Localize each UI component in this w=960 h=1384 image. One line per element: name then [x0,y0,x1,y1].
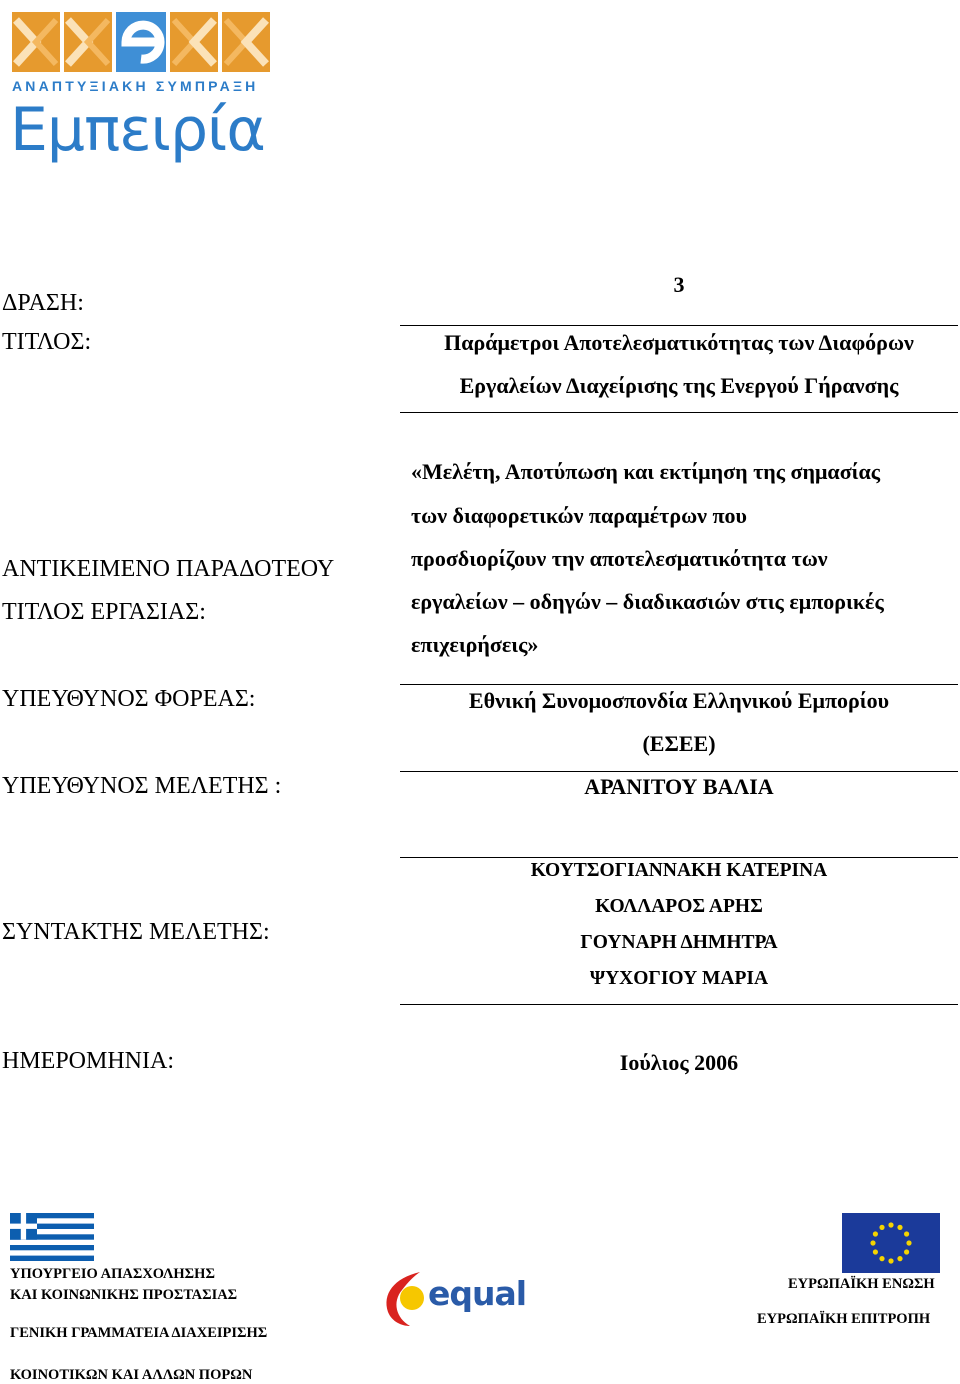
secretariat-line-2: ΚΟΙΝΟΤΙΚΩΝ ΚΑΙ ΑΛΛΩΝ ΠΟΡΩΝ [10,1367,253,1383]
divider [400,325,958,326]
ministry-line-2: ΚΑΙ ΚΟΙΝΩΝΙΚΗΣ ΠΡΟΣΤΑΣΙΑΣ [10,1287,238,1303]
deliverable-label-line-2: ΤΙΤΛΟΣ ΕΡΓΑΣΙΑΣ: [2,599,206,625]
agency-line-1: Εθνική Συνομοσπονδία Ελληνικού Εμπορίου [468,688,890,713]
eu-union-label: ΕΥΡΩΠΑΪΚΗ ΕΝΩΣΗ [788,1276,935,1292]
date-value: Ιούλιος 2006 [619,1050,739,1075]
agency-label: ΥΠΕΥΘΥΝΟΣ ΦΟΡΕΑΣ: [2,686,256,712]
title-label: ΤΙΤΛΟΣ: [2,329,92,355]
date-label: ΗΜΕΡΟΜΗΝΙΑ: [2,1048,175,1074]
author-1: ΚΟΥΤΣΟΓΙΑΝΝΑΚΗ ΚΑΤΕΡΙΝΑ [530,860,828,881]
deliverable-line-4: εργαλείων – οδηγών – διαδικασιών στις εμπορικές [411,589,884,614]
author-2: ΚΟΛΛΑΡΟΣ ΑΡΗΣ [595,896,763,917]
deliverable-line-2: των διαφορετικών παραμέτρων που [411,503,747,528]
manager-label: ΥΠΕΥΘΥΝΟΣ ΜΕΛΕΤΗΣ : [2,773,282,799]
eu-commission-label: ΕΥΡΩΠΑΪΚΗ ΕΠΙΤΡΟΠΗ [757,1311,931,1327]
deliverable-line-1: «Μελέτη, Αποτύπωση και εκτίμηση της σημασίας [411,459,881,484]
manager-value: ΑΡΑΝΙΤΟΥ ΒΑΛΙΑ [584,774,774,799]
logo-tagline: ΑΝΑΠΤΥΞΙΑΚΗ ΣΥΜΠΡΑΞΗ [12,78,259,94]
divider [400,1004,958,1005]
divider [400,412,958,413]
secretariat-line-1: ΓΕΝΙΚΗ ΓΡΑΜΜΑΤΕΙΑ ΔΙΑΧΕΙΡΙΣΗΣ [10,1325,268,1341]
divider [400,771,958,772]
action-label: ΔΡΑΣΗ: [2,290,84,316]
equal-logo [380,1268,525,1328]
eu-flag-icon [842,1213,940,1273]
deliverable-label-line-1: ΑΝΤΙΚΕΙΜΕΝΟ ΠΑΡΑΔΟΤΕΟΥ [2,556,335,582]
title-line-1: Παράμετροι Αποτελεσματικότητας των Διαφόρων [444,330,914,355]
ministry-line-1: ΥΠΟΥΡΓΕΙΟ ΑΠΑΣΧΟΛΗΣΗΣ [10,1266,215,1282]
author-4: ΨΥΧΟΓΙΟΥ ΜΑΡΙΑ [589,968,769,989]
equal-emblem-icon [380,1268,430,1328]
divider [400,684,958,685]
equal-text: equal [428,1274,527,1313]
empeiria-logo [10,10,272,175]
deliverable-line-3: προσδιορίζουν την αποτελεσματικότητα των [411,546,828,571]
authors-label: ΣΥΝΤΑΚΤΗΣ ΜΕΛΕΤΗΣ: [2,919,270,945]
greek-flag-icon [10,1213,94,1261]
agency-line-2: (ΕΣΕΕ) [642,731,716,756]
title-line-2: Εργαλείων Διαχείρισης της Ενεργού Γήρανσης [459,373,899,398]
logo-name: Εμπειρία [10,95,265,165]
author-3: ΓΟΥΝΑΡΗ ΔΗΜΗΤΡΑ [580,932,778,953]
deliverable-line-5: επιχειρήσεις» [411,632,539,657]
divider [400,857,958,858]
action-value: 3 [673,272,685,297]
